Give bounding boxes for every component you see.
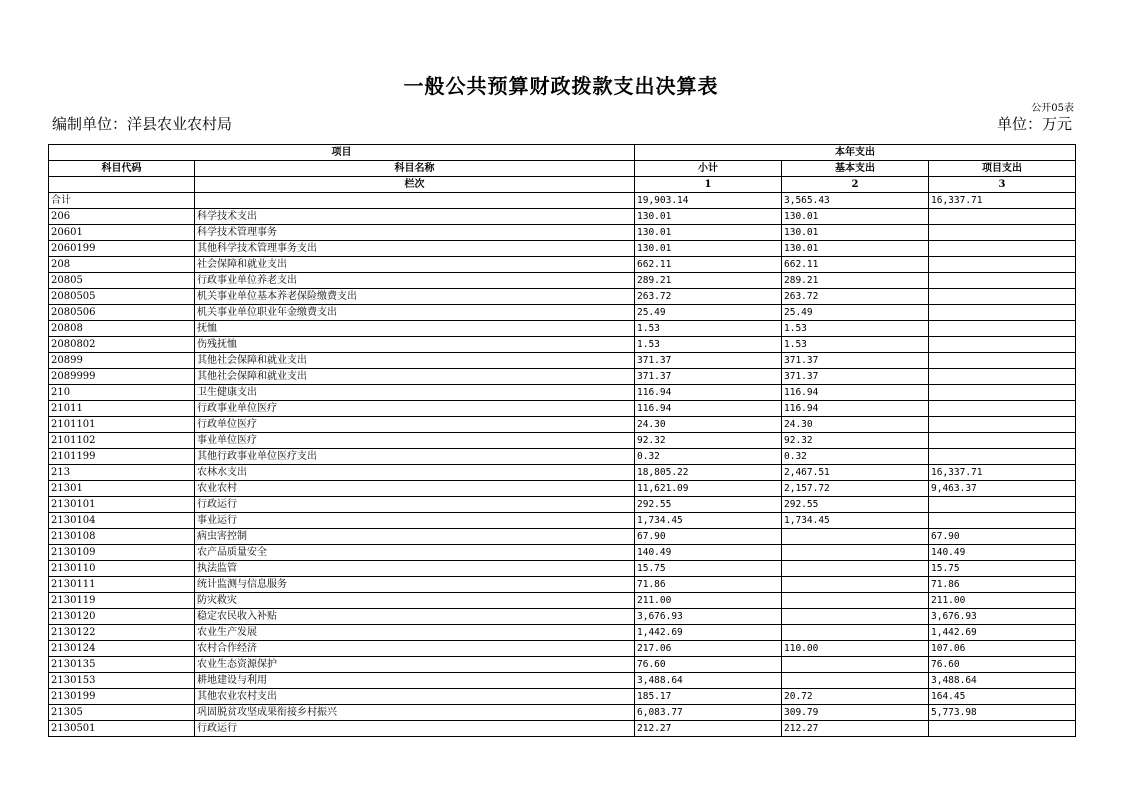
cell-basic: 263.72 — [782, 289, 929, 305]
header-code: 科目代码 — [49, 161, 195, 177]
table-row — [49, 369, 1076, 385]
header-item: 项目 — [49, 145, 635, 161]
cell-code: 2130120 — [49, 609, 195, 625]
table-row — [49, 481, 1076, 497]
cell-code: 210 — [49, 385, 195, 401]
table-row — [49, 465, 1076, 481]
cell-name — [195, 193, 635, 209]
cell-subtotal: 217.06 — [635, 641, 782, 657]
cell-basic: 1.53 — [782, 321, 929, 337]
cell-subtotal: 130.01 — [635, 241, 782, 257]
cell-name: 病虫害控制 — [195, 529, 635, 545]
cell-name: 科学技术管理事务 — [195, 225, 635, 241]
cell-code: 2130153 — [49, 673, 195, 689]
cell-name: 稳定农民收入补贴 — [195, 609, 635, 625]
cell-basic: 371.37 — [782, 369, 929, 385]
cell-project — [929, 497, 1076, 513]
cell-code: 2080506 — [49, 305, 195, 321]
cell-subtotal: 67.90 — [635, 529, 782, 545]
cell-basic: 116.94 — [782, 385, 929, 401]
table-row — [49, 401, 1076, 417]
cell-name: 行政事业单位医疗 — [195, 401, 635, 417]
cell-name: 卫生健康支出 — [195, 385, 635, 401]
cell-name: 机关事业单位职业年金缴费支出 — [195, 305, 635, 321]
cell-code: 213 — [49, 465, 195, 481]
cell-subtotal: 263.72 — [635, 289, 782, 305]
table-row — [49, 321, 1076, 337]
cell-code: 208 — [49, 257, 195, 273]
table-row — [49, 625, 1076, 641]
cell-project: 76.60 — [929, 657, 1076, 673]
form-number: 公开05表 — [1031, 103, 1074, 114]
cell-code: 2101199 — [49, 449, 195, 465]
cell-code: 2130501 — [49, 721, 195, 737]
table-row — [49, 657, 1076, 673]
cell-subtotal: 6,083.77 — [635, 705, 782, 721]
cell-subtotal: 11,621.09 — [635, 481, 782, 497]
cell-code: 20899 — [49, 353, 195, 369]
cell-project — [929, 273, 1076, 289]
cell-code: 2089999 — [49, 369, 195, 385]
cell-name: 其他行政事业单位医疗支出 — [195, 449, 635, 465]
cell-name: 其他社会保障和就业支出 — [195, 353, 635, 369]
cell-project: 211.00 — [929, 593, 1076, 609]
cell-name: 科学技术支出 — [195, 209, 635, 225]
cell-basic — [782, 625, 929, 641]
table-row — [49, 241, 1076, 257]
cell-project — [929, 241, 1076, 257]
cell-code: 2130111 — [49, 577, 195, 593]
cell-project: 16,337.71 — [929, 193, 1076, 209]
cell-code: 21011 — [49, 401, 195, 417]
cell-name: 行政单位医疗 — [195, 417, 635, 433]
cell-subtotal: 71.86 — [635, 577, 782, 593]
table-row — [49, 385, 1076, 401]
cell-project: 16,337.71 — [929, 465, 1076, 481]
cell-project: 3,488.64 — [929, 673, 1076, 689]
cell-basic: 212.27 — [782, 721, 929, 737]
cell-code: 2101101 — [49, 417, 195, 433]
cell-name: 统计监测与信息服务 — [195, 577, 635, 593]
cell-basic — [782, 673, 929, 689]
cell-name: 耕地建设与利用 — [195, 673, 635, 689]
cell-code: 2130110 — [49, 561, 195, 577]
header-col-1: 1 — [635, 177, 782, 193]
cell-subtotal: 130.01 — [635, 225, 782, 241]
cell-code: 20601 — [49, 225, 195, 241]
cell-code: 2130199 — [49, 689, 195, 705]
cell-project — [929, 289, 1076, 305]
cell-project — [929, 449, 1076, 465]
cell-subtotal: 1.53 — [635, 337, 782, 353]
cell-subtotal: 212.27 — [635, 721, 782, 737]
cell-code: 合计 — [49, 193, 195, 209]
cell-name: 农业生态资源保护 — [195, 657, 635, 673]
cell-code: 2130135 — [49, 657, 195, 673]
cell-name: 农村合作经济 — [195, 641, 635, 657]
cell-code: 2130101 — [49, 497, 195, 513]
cell-project — [929, 433, 1076, 449]
cell-name: 农林水支出 — [195, 465, 635, 481]
cell-name: 防灾救灾 — [195, 593, 635, 609]
header-project: 项目支出 — [929, 161, 1076, 177]
cell-subtotal: 3,488.64 — [635, 673, 782, 689]
table-row — [49, 513, 1076, 529]
cell-basic — [782, 593, 929, 609]
cell-project — [929, 321, 1076, 337]
cell-code: 20805 — [49, 273, 195, 289]
cell-basic: 130.01 — [782, 209, 929, 225]
cell-subtotal: 1,734.45 — [635, 513, 782, 529]
cell-name: 行政事业单位养老支出 — [195, 273, 635, 289]
cell-name: 其他科学技术管理事务支出 — [195, 241, 635, 257]
cell-name: 巩固脱贫攻坚成果衔接乡村振兴 — [195, 705, 635, 721]
table-row — [49, 337, 1076, 353]
cell-code: 2080505 — [49, 289, 195, 305]
header-row-3 — [49, 177, 1076, 193]
cell-project — [929, 385, 1076, 401]
cell-name: 事业运行 — [195, 513, 635, 529]
header-col-2: 2 — [782, 177, 929, 193]
table-row — [49, 273, 1076, 289]
table-row — [49, 721, 1076, 737]
cell-subtotal: 116.94 — [635, 401, 782, 417]
table-row — [49, 689, 1076, 705]
cell-basic: 130.01 — [782, 225, 929, 241]
cell-project: 15.75 — [929, 561, 1076, 577]
cell-code: 2060199 — [49, 241, 195, 257]
cell-project — [929, 721, 1076, 737]
cell-basic — [782, 609, 929, 625]
cell-basic: 2,157.72 — [782, 481, 929, 497]
cell-subtotal: 662.11 — [635, 257, 782, 273]
table-row — [49, 353, 1076, 369]
cell-basic: 309.79 — [782, 705, 929, 721]
cell-subtotal: 371.37 — [635, 369, 782, 385]
table-row — [49, 593, 1076, 609]
cell-basic: 371.37 — [782, 353, 929, 369]
cell-project — [929, 513, 1076, 529]
cell-name: 农业生产发展 — [195, 625, 635, 641]
table-row — [49, 417, 1076, 433]
cell-name: 机关事业单位基本养老保险缴费支出 — [195, 289, 635, 305]
cell-subtotal: 92.32 — [635, 433, 782, 449]
cell-basic: 110.00 — [782, 641, 929, 657]
cell-project — [929, 225, 1076, 241]
header-row-2 — [49, 161, 1076, 177]
cell-basic — [782, 577, 929, 593]
cell-subtotal: 25.49 — [635, 305, 782, 321]
table-row — [49, 529, 1076, 545]
cell-project: 3,676.93 — [929, 609, 1076, 625]
cell-code: 2101102 — [49, 433, 195, 449]
cell-project: 1,442.69 — [929, 625, 1076, 641]
cell-name: 农业农村 — [195, 481, 635, 497]
cell-project — [929, 353, 1076, 369]
cell-subtotal: 15.75 — [635, 561, 782, 577]
cell-basic: 292.55 — [782, 497, 929, 513]
cell-subtotal: 292.55 — [635, 497, 782, 513]
table-row — [49, 641, 1076, 657]
cell-name: 行政运行 — [195, 721, 635, 737]
cell-subtotal: 3,676.93 — [635, 609, 782, 625]
cell-subtotal: 76.60 — [635, 657, 782, 673]
cell-subtotal: 24.30 — [635, 417, 782, 433]
cell-code: 2130119 — [49, 593, 195, 609]
cell-basic: 1,734.45 — [782, 513, 929, 529]
cell-name: 事业单位医疗 — [195, 433, 635, 449]
cell-subtotal: 116.94 — [635, 385, 782, 401]
header-current-year: 本年支出 — [635, 145, 1076, 161]
cell-project: 164.45 — [929, 689, 1076, 705]
header-subtotal: 小计 — [635, 161, 782, 177]
table-row — [49, 257, 1076, 273]
cell-basic: 0.32 — [782, 449, 929, 465]
cell-subtotal: 18,805.22 — [635, 465, 782, 481]
cell-project — [929, 305, 1076, 321]
table-row — [49, 705, 1076, 721]
header-col-3: 3 — [929, 177, 1076, 193]
cell-basic: 25.49 — [782, 305, 929, 321]
cell-subtotal: 371.37 — [635, 353, 782, 369]
cell-name: 伤残抚恤 — [195, 337, 635, 353]
expenditure-table — [48, 144, 1076, 737]
header-blank — [49, 177, 195, 193]
table-row — [49, 577, 1076, 593]
cell-basic: 2,467.51 — [782, 465, 929, 481]
cell-code: 2130104 — [49, 513, 195, 529]
table-row — [49, 433, 1076, 449]
cell-subtotal: 140.49 — [635, 545, 782, 561]
cell-project — [929, 401, 1076, 417]
cell-project — [929, 417, 1076, 433]
cell-name: 其他农业农村支出 — [195, 689, 635, 705]
cell-basic: 1.53 — [782, 337, 929, 353]
cell-subtotal: 211.00 — [635, 593, 782, 609]
cell-subtotal: 1.53 — [635, 321, 782, 337]
cell-name: 行政运行 — [195, 497, 635, 513]
header-basic: 基本支出 — [782, 161, 929, 177]
cell-basic: 24.30 — [782, 417, 929, 433]
cell-code: 21301 — [49, 481, 195, 497]
table-row — [49, 609, 1076, 625]
table-row — [49, 545, 1076, 561]
cell-code: 2130124 — [49, 641, 195, 657]
cell-subtotal: 0.32 — [635, 449, 782, 465]
cell-basic — [782, 545, 929, 561]
cell-name: 抚恤 — [195, 321, 635, 337]
table-row — [49, 673, 1076, 689]
cell-code: 21305 — [49, 705, 195, 721]
currency-unit-label: 单位：万元 — [996, 115, 1072, 133]
cell-code: 2130122 — [49, 625, 195, 641]
cell-name: 农产品质量安全 — [195, 545, 635, 561]
cell-basic: 116.94 — [782, 401, 929, 417]
cell-project — [929, 337, 1076, 353]
cell-basic: 289.21 — [782, 273, 929, 289]
cell-basic — [782, 561, 929, 577]
cell-code: 2130108 — [49, 529, 195, 545]
header-row-1 — [49, 145, 1076, 161]
cell-project — [929, 257, 1076, 273]
cell-basic: 20.72 — [782, 689, 929, 705]
header-column-index: 栏次 — [195, 177, 635, 193]
cell-code: 206 — [49, 209, 195, 225]
cell-project — [929, 209, 1076, 225]
cell-subtotal: 185.17 — [635, 689, 782, 705]
cell-basic: 130.01 — [782, 241, 929, 257]
header-name: 科目名称 — [195, 161, 635, 177]
cell-project: 9,463.37 — [929, 481, 1076, 497]
table-row — [49, 193, 1076, 209]
table-row — [49, 449, 1076, 465]
cell-code: 2130109 — [49, 545, 195, 561]
table-row — [49, 305, 1076, 321]
cell-basic — [782, 657, 929, 673]
report-title: 一般公共预算财政拨款支出决算表 — [403, 74, 719, 98]
organization-label: 编制单位：洋县农业农村局 — [52, 115, 233, 133]
cell-basic: 662.11 — [782, 257, 929, 273]
table-row — [49, 289, 1076, 305]
cell-name: 其他社会保障和就业支出 — [195, 369, 635, 385]
cell-name: 社会保障和就业支出 — [195, 257, 635, 273]
cell-project: 140.49 — [929, 545, 1076, 561]
cell-subtotal: 130.01 — [635, 209, 782, 225]
table-row — [49, 225, 1076, 241]
cell-basic: 3,565.43 — [782, 193, 929, 209]
cell-code: 20808 — [49, 321, 195, 337]
cell-code: 2080802 — [49, 337, 195, 353]
table-row — [49, 497, 1076, 513]
cell-basic: 92.32 — [782, 433, 929, 449]
cell-subtotal: 19,903.14 — [635, 193, 782, 209]
cell-project: 71.86 — [929, 577, 1076, 593]
cell-name: 执法监管 — [195, 561, 635, 577]
cell-subtotal: 1,442.69 — [635, 625, 782, 641]
cell-project: 67.90 — [929, 529, 1076, 545]
table-row — [49, 209, 1076, 225]
table-row — [49, 561, 1076, 577]
cell-project: 107.06 — [929, 641, 1076, 657]
cell-project — [929, 369, 1076, 385]
cell-project: 5,773.98 — [929, 705, 1076, 721]
cell-basic — [782, 529, 929, 545]
cell-subtotal: 289.21 — [635, 273, 782, 289]
